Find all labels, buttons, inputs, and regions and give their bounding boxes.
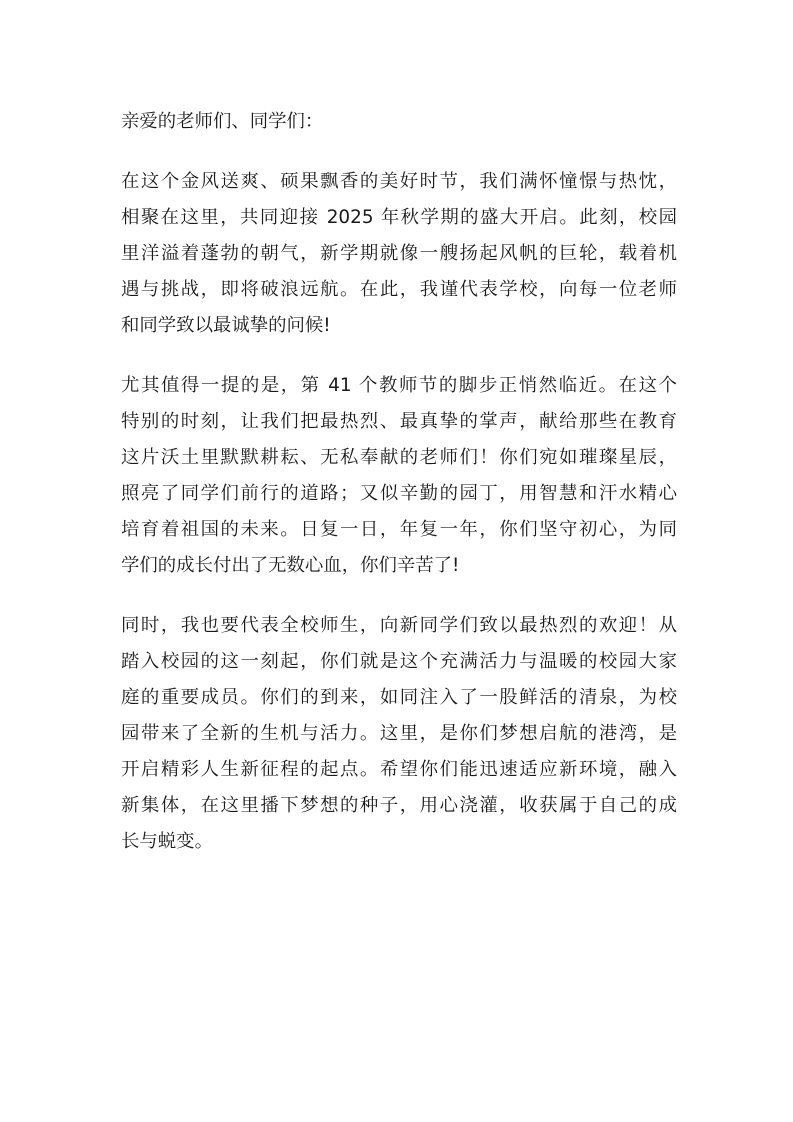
- text-line: 同时，我也要代表全校师生，向新同学们致以最热烈的欢迎！从: [121, 615, 677, 636]
- greeting-text: 亲爱的老师们、同学们：: [121, 111, 324, 132]
- text-line: 这片沃土里默默耕耘、无私奉献的老师们！你们宛如璀璨星辰，: [121, 447, 677, 468]
- paragraph-teachers-day: [121, 368, 677, 584]
- document-page: [121, 104, 677, 884]
- text-line: 学们的成长付出了无数心血，你们辛苦了!: [121, 555, 460, 576]
- text-line: 特别的时刻，让我们把最热烈、最真挚的掌声，献给那些在教育: [121, 411, 677, 432]
- text-line: 尤其值得一提的是，第 41 个教师节的脚步正悄然临近。在这个: [121, 375, 677, 396]
- text-line: 长与蜕变。: [121, 831, 213, 852]
- text-line: 培育着祖国的未来。日复一日，年复一年，你们坚守初心，为同: [121, 519, 677, 540]
- paragraph-welcome-new-students: [121, 608, 677, 860]
- text-line: 踏入校园的这一刻起，你们就是这个充满活力与温暖的校园大家: [121, 651, 677, 672]
- text-line: 照亮了同学们前行的道路；又似辛勤的园丁，用智慧和汗水精心: [121, 483, 677, 504]
- text-line: 园带来了全新的生机与活力。这里，是你们梦想启航的港湾，是: [121, 723, 677, 744]
- text-line: 庭的重要成员。你们的到来，如同注入了一股鲜活的清泉，为校: [121, 687, 677, 708]
- text-line: 在这个金风送爽、硕果飘香的美好时节，我们满怀憧憬与热忱，: [121, 171, 677, 192]
- text-line: 新集体，在这里播下梦想的种子，用心浇灌，收获属于自己的成: [121, 795, 677, 816]
- text-line: 和同学致以最诚挚的问候!: [121, 315, 331, 336]
- text-line: 相聚在这里，共同迎接 2025 年秋学期的盛大开启。此刻，校园: [121, 207, 677, 228]
- text-line: 里洋溢着蓬勃的朝气，新学期就像一艘扬起风帆的巨轮，载着机: [121, 243, 677, 264]
- greeting: [121, 104, 677, 140]
- text-line: 遇与挑战，即将破浪远航。在此，我谨代表学校，向每一位老师: [121, 279, 677, 300]
- paragraph-opening: [121, 164, 677, 344]
- text-line: 开启精彩人生新征程的起点。希望你们能迅速适应新环境，融入: [121, 759, 677, 780]
